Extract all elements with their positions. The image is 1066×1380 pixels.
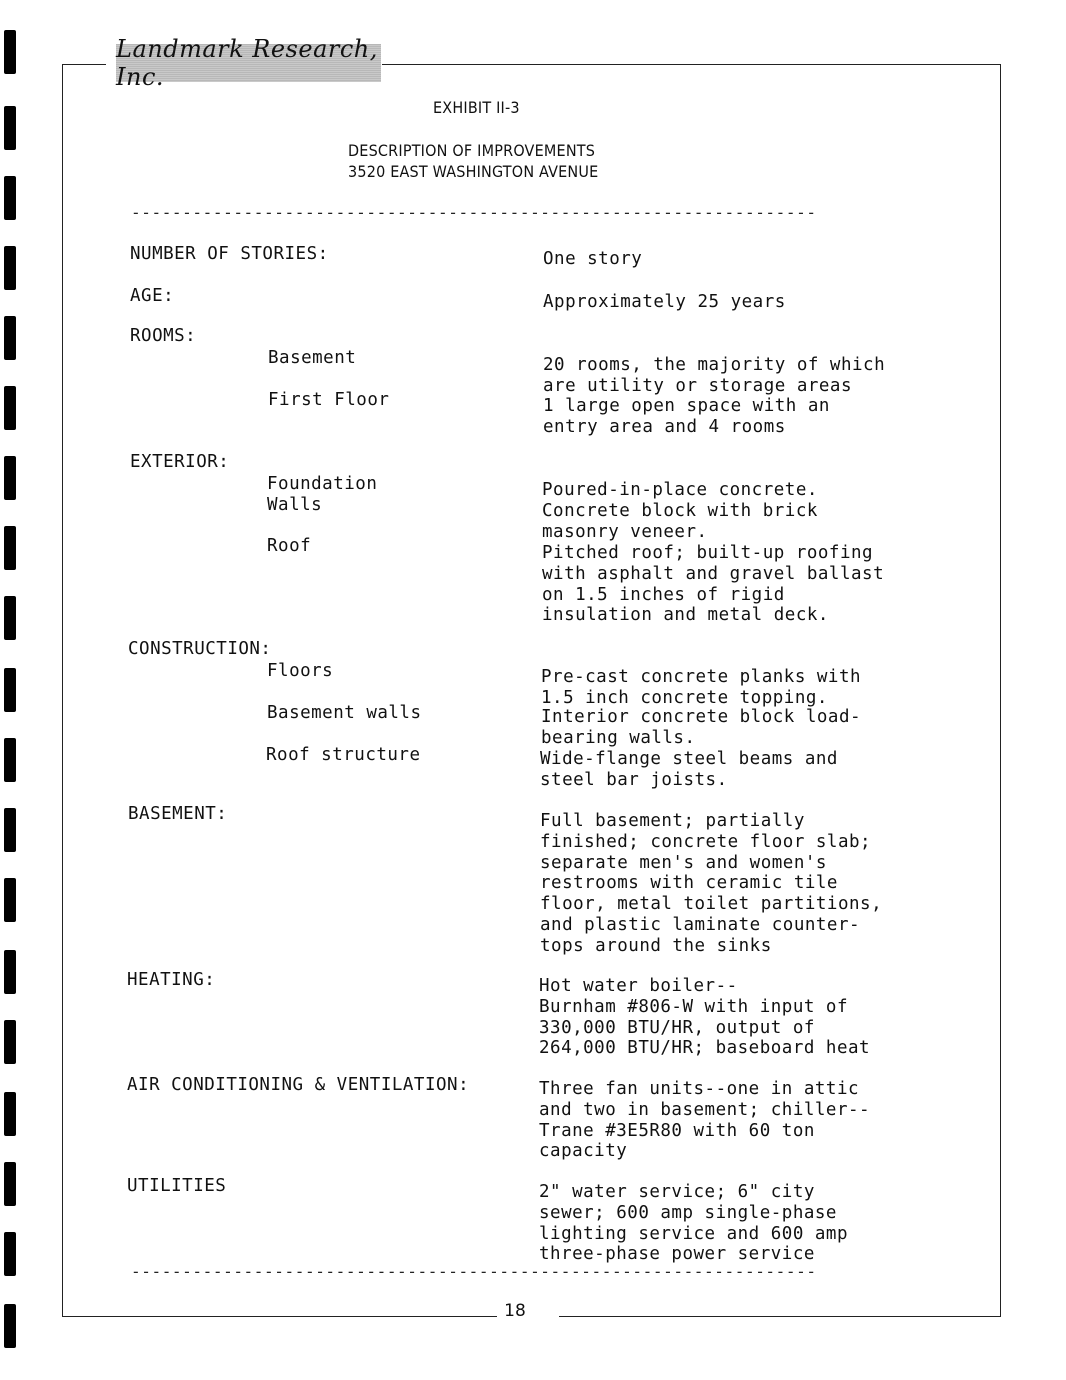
divider-top: -------------------------------------------------------------------	[131, 203, 817, 222]
stories-label: NUMBER OF STORIES:	[130, 244, 329, 264]
age-label: AGE:	[130, 286, 175, 306]
exterior-foundation-walls-label: Foundation Walls	[267, 474, 378, 515]
binding-hole	[4, 950, 16, 994]
construction-label: CONSTRUCTION:	[128, 639, 272, 659]
company-logo-text: Landmark Research, Inc.	[116, 35, 378, 91]
binding-hole	[4, 176, 16, 220]
basement-value: Full basement; partially finished; concrete floor slab; separate men's and women's restrooms with ceramic tile floor, metal toilet partitions, and plastic laminate counter- tops around the sinks	[540, 811, 883, 956]
binding-hole	[4, 1092, 16, 1136]
construction-floors-label: Floors	[267, 661, 334, 681]
binding-hole	[4, 246, 16, 290]
binding-hole	[4, 30, 16, 74]
utilities-value: 2" water service; 6" city sewer; 600 amp single-phase lighting service and 600 amp three-phase power service	[539, 1182, 849, 1265]
rooms-label: ROOMS:	[130, 326, 197, 346]
binding-hole	[4, 316, 16, 360]
stories-value: One story	[543, 249, 643, 269]
air-conditioning-value: Three fan units--one in attic and two in basement; chiller-- Trane #3E5R80 with 60 ton capacity	[539, 1079, 871, 1162]
exhibit-label: EXHIBIT II-3	[433, 98, 520, 117]
rooms-first-floor-label: First Floor	[268, 390, 390, 410]
binding-hole	[4, 1304, 16, 1348]
divider-bottom: -------------------------------------------------------------------	[131, 1262, 817, 1281]
binding-hole	[4, 668, 16, 712]
construction-basement-walls-value: Interior concrete block load- bearing walls.	[541, 707, 862, 748]
exterior-foundation-walls-value: Poured-in-place concrete. Concrete block with brick masonry veneer.	[542, 480, 818, 542]
rooms-first-floor-value: 1 large open space with an entry area and 4 rooms	[543, 396, 830, 437]
air-conditioning-label: AIR CONDITIONING & VENTILATION:	[127, 1075, 470, 1095]
heating-value: Hot water boiler-- Burnham #806-W with input of 330,000 BTU/HR, output of 264,000 BTU/HR; baseboard heat	[539, 976, 871, 1059]
binding-hole	[4, 1232, 16, 1276]
age-value: Approximately 25 years	[543, 292, 786, 312]
page-title: DESCRIPTION OF IMPROVEMENTS	[348, 141, 596, 160]
construction-floors-value: Pre-cast concrete planks with 1.5 inch concrete topping.	[541, 667, 862, 708]
binding-hole	[4, 1162, 16, 1206]
binding-hole	[4, 808, 16, 852]
construction-basement-walls-label: Basement walls	[267, 703, 422, 723]
exterior-roof-value: Pitched roof; built-up roofing with asphalt and gravel ballast on 1.5 inches of rigid insulation and metal deck.	[542, 543, 885, 626]
page-number: 18	[504, 1301, 526, 1321]
rooms-basement-value: 20 rooms, the majority of which are utility or storage areas	[543, 355, 886, 396]
utilities-label: UTILITIES	[127, 1176, 227, 1196]
binding-hole	[4, 526, 16, 570]
binding-hole	[4, 738, 16, 782]
property-address: 3520 EAST WASHINGTON AVENUE	[348, 162, 599, 181]
exterior-label: EXTERIOR:	[130, 452, 230, 472]
binding-hole	[4, 878, 16, 922]
binding-hole	[4, 106, 16, 150]
rooms-basement-label: Basement	[268, 348, 357, 368]
binding-hole	[4, 456, 16, 500]
company-logo	[116, 35, 381, 91]
binding-hole	[4, 596, 16, 640]
binding-hole	[4, 386, 16, 430]
exterior-roof-label: Roof	[267, 536, 312, 556]
heating-label: HEATING:	[127, 970, 216, 990]
construction-roof-structure-label: Roof structure	[266, 745, 421, 765]
construction-roof-structure-value: Wide-flange steel beams and steel bar joists.	[540, 749, 838, 790]
basement-label: BASEMENT:	[128, 804, 228, 824]
binding-hole	[4, 1020, 16, 1064]
